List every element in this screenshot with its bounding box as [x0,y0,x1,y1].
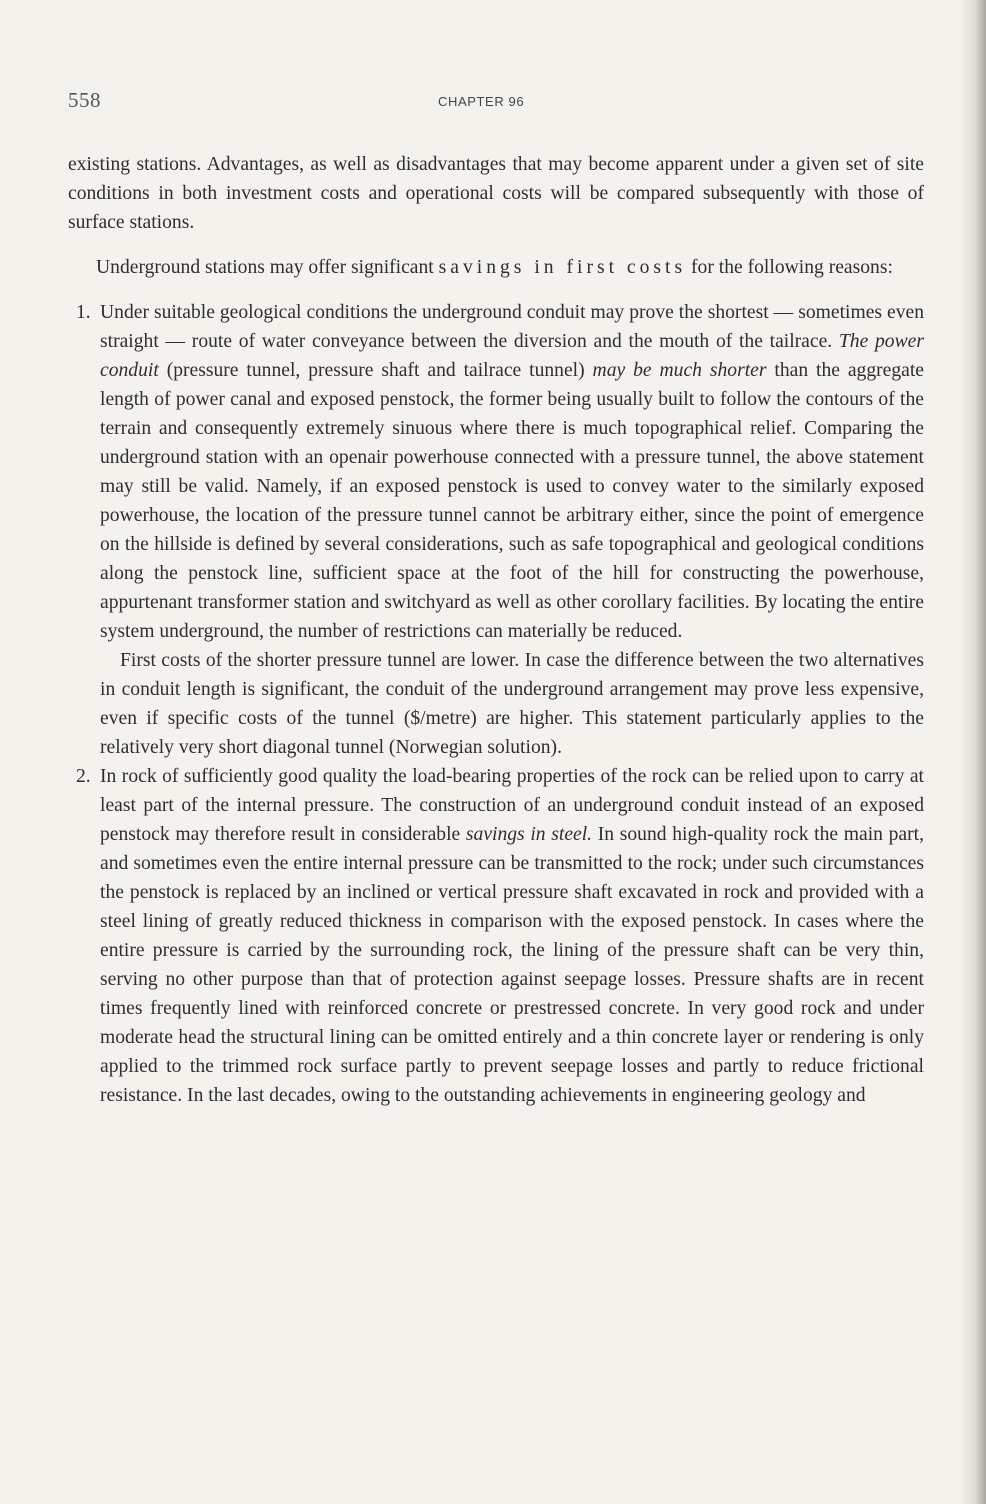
list-item [68,762,924,1110]
running-head: CHAPTER 96 [438,94,525,109]
list-item-subparagraph [100,646,924,762]
page-gutter-shadow [960,0,986,1504]
page-number: 558 [68,88,101,112]
paragraph-text: existing stations. Advantages, as well as disadvantages that may become apparent under a given set of site conditions in both investment costs and operational costs will be compared subsequently with those of surface stations. [68,154,924,233]
list-item-number: 2. [76,766,91,787]
text-run: than the aggregate length of power canal and exposed penstock, the former being usually built to follow the contours of the terrain and consequently extremely sinuous where there is much topographical relief. Comparing the underground station with an openair powerhouse connected with a pressure tunnel, the above statement may still be valid. Namely, if an exposed penstock is used to convey water to the similarly exposed powerhouse, the location of the pressure tunnel cannot be arbitrary either, since the point of emergence on the hillside is defined by several considerations, such as safe topographical and geological conditions along the penstock line, sufficient space at the foot of the hill for constructing the powerhouse, appurtenant transformer station and switchyard as well as other corollary facilities. By locating the entire system underground, the number of restrictions can materially be reduced. [100,360,925,642]
body-text [68,150,924,1110]
paragraph-text: Underground stations may offer significant [96,257,439,278]
list-item-number: 1. [76,302,91,323]
paragraph-continuation [68,150,924,237]
paragraph-savings-intro [68,253,924,282]
text-run: (pressure tunnel, pressure shaft and tailrace tunnel) [158,360,593,381]
reasons-list [68,298,924,1110]
list-item-text [100,298,924,646]
text-run: In rock of sufficiently good quality the load-bearing properties of the rock can be relied upon to carry at least part of the internal pressure. The construction of an underground conduit instead of an exposed penstock may therefore result in considerable [100,766,924,845]
page-header [68,88,926,118]
emphasis-italic: savings in steel. [465,824,593,845]
text-run: First costs of the shorter pressure tunnel are lower. In case the difference between the two alternatives in conduit length is significant, the conduit of the underground arrangement may prove less expensive, even if specific costs of the tunnel ($/metre) are higher. This statement particularly applies to the relatively very short diagonal tunnel (Norwegian solution). [100,650,924,758]
list-item [68,298,924,762]
emphasis-spaced: savings in first costs [438,257,687,278]
paragraph-text: for the following reasons: [686,257,893,278]
text-run: In sound high-quality rock the main part, and sometimes even the entire internal pressure can be transmitted to the rock; under such circumstances the penstock is replaced by an inclined or vertical pressure shaft excavated in rock and provided with a steel lining of greatly reduced thickness in comparison with the exposed penstock. In cases where the entire pressure is carried by the surrounding rock, the lining of the pressure shaft can be very thin, serving no other purpose than that of protection against seepage losses. Pressure shafts are in recent times frequently lined with reinforced concrete or prestressed concrete. In very good rock and under moderate head the structural lining can be omitted entirely and a thin concrete layer or rendering is only applied to the trimmed rock surface partly to prevent seepage losses and partly to reduce frictional resistance. In the last decades, owing to the outstanding achievements in engineering geology and [100,824,924,1106]
list-item-text [100,762,924,1110]
emphasis-italic: The power conduit [100,331,924,381]
emphasis-italic: may be much shorter [592,360,767,381]
text-run: Under suitable geological conditions the underground conduit may prove the shortest — sometimes even straight — route of water conveyance between the diversion and the mouth of the tailrace. [100,302,924,352]
